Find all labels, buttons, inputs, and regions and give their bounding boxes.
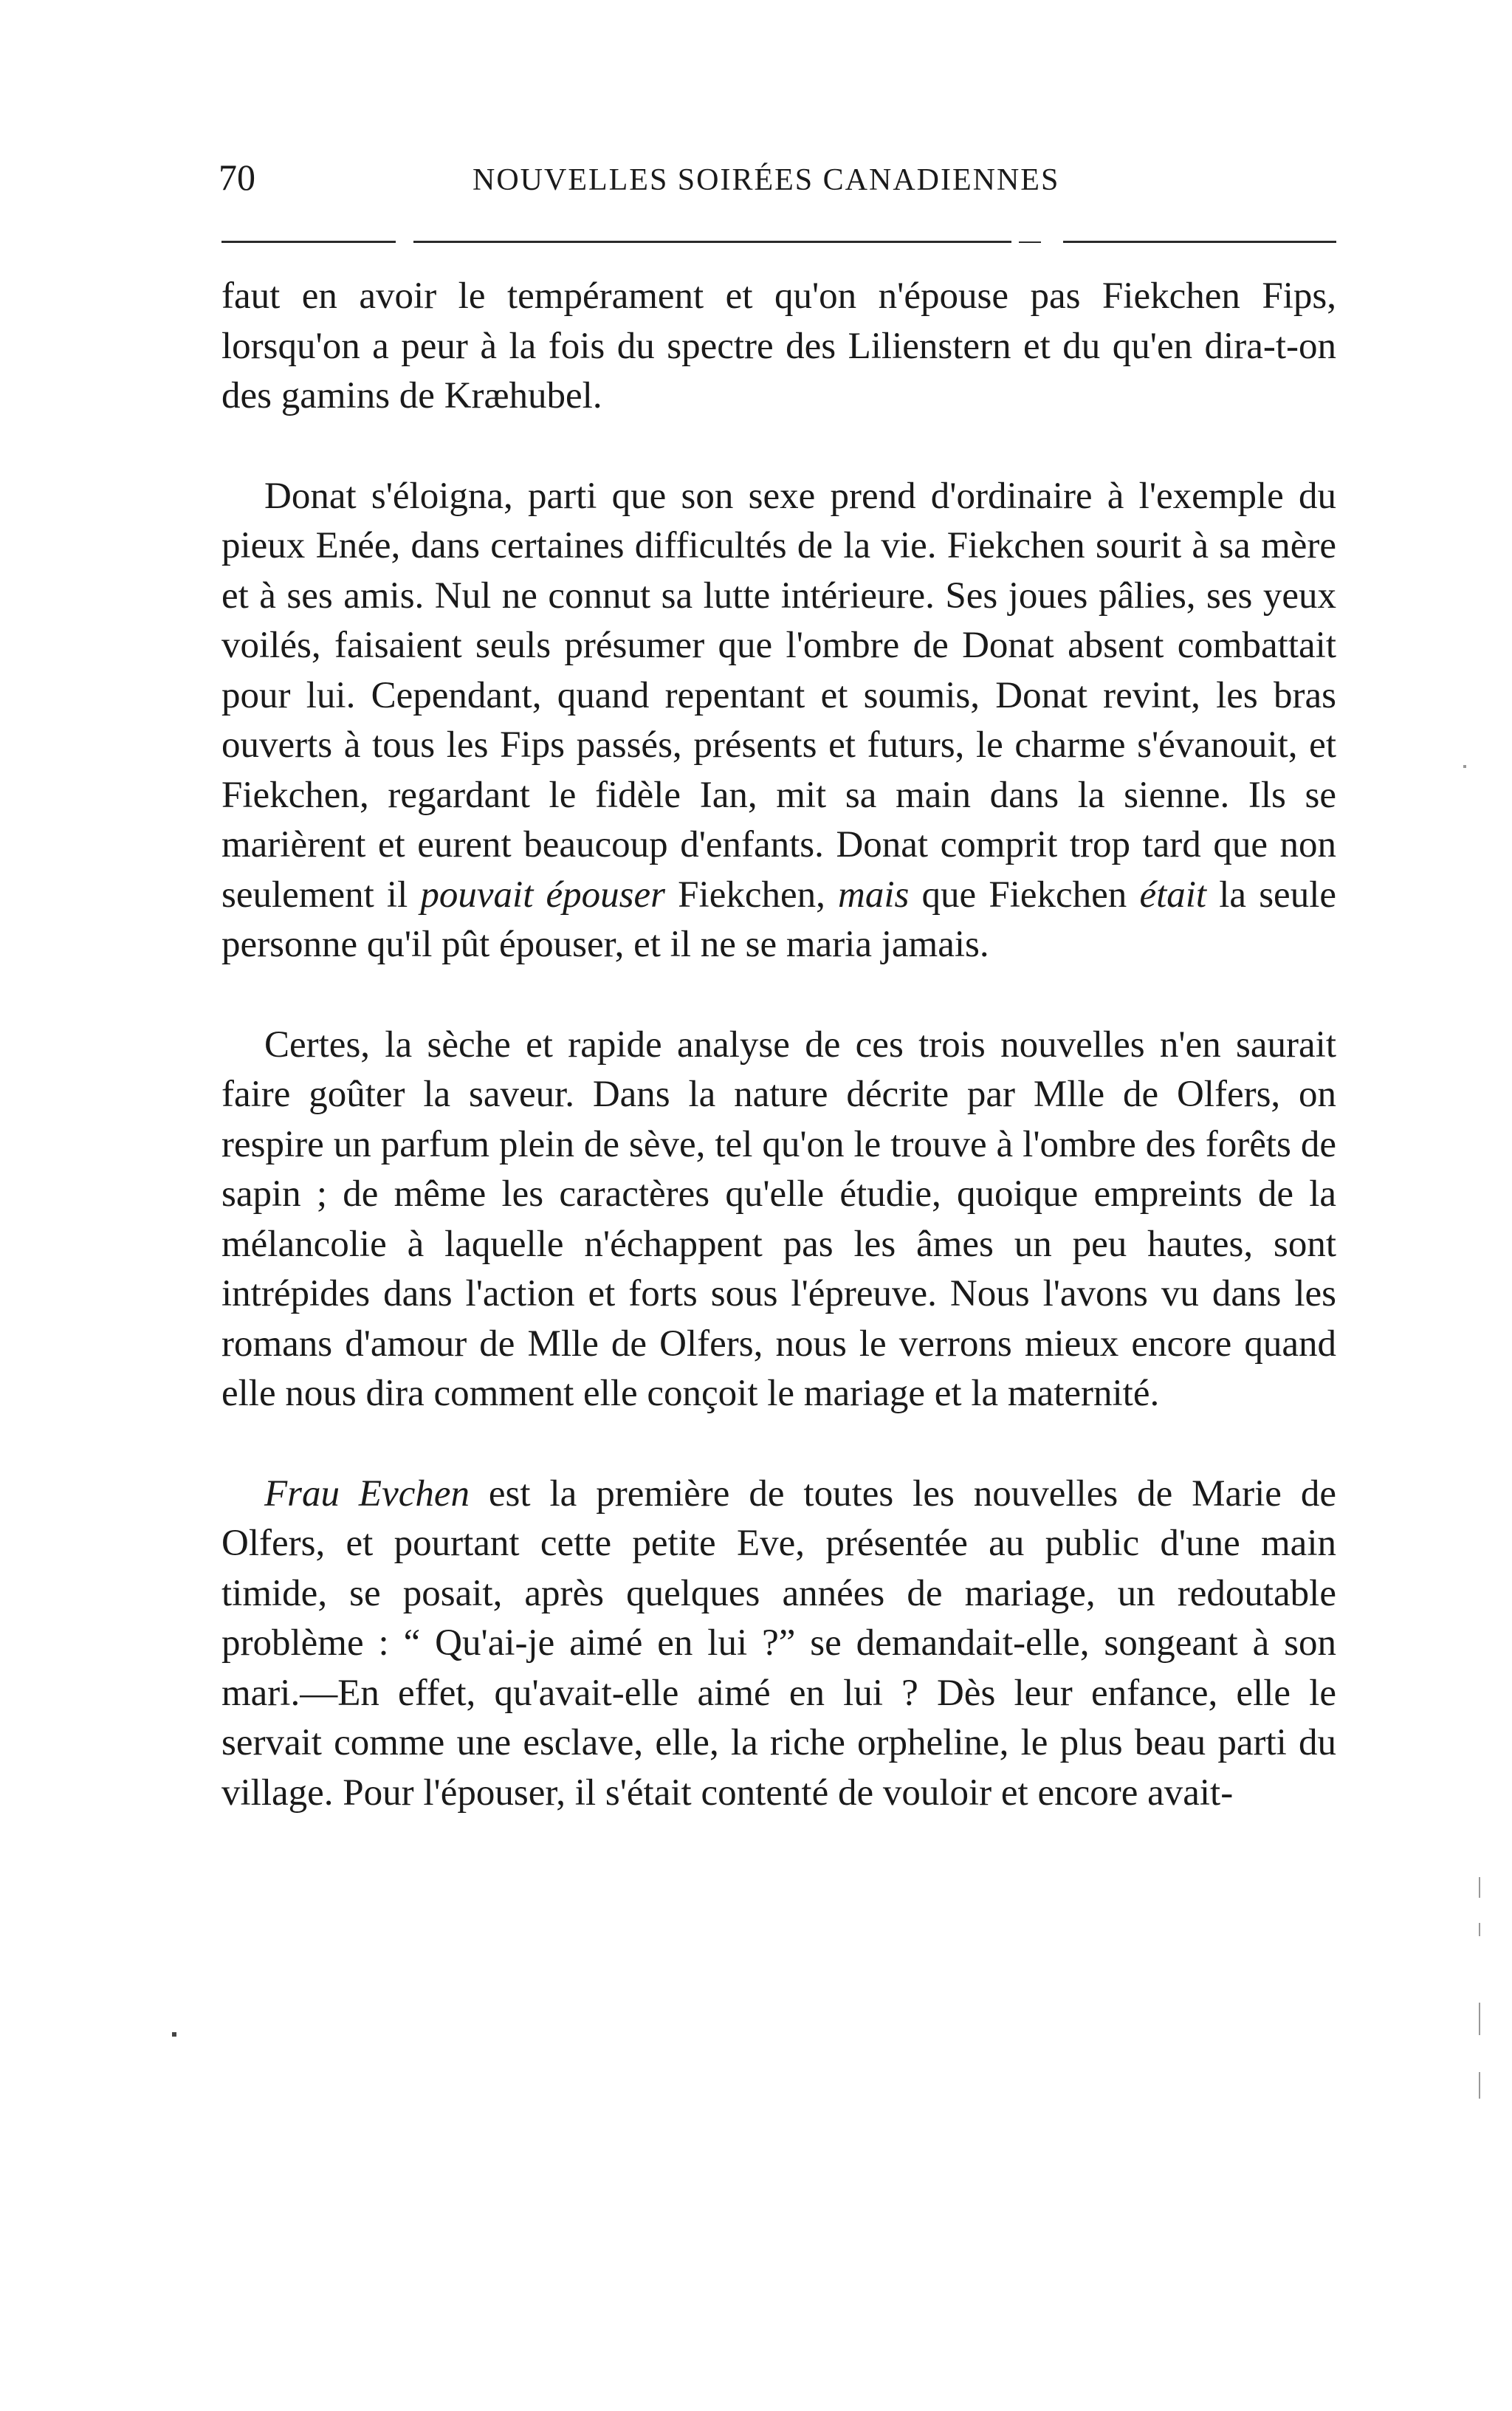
scan-speck — [1479, 1877, 1480, 1898]
paragraph — [221, 272, 1336, 422]
scan-speck — [172, 2032, 176, 2037]
paragraph-text: la seule personne qu'il pût épouser, et il ne se maria jamais. — [221, 874, 1336, 965]
paragraph — [221, 1021, 1336, 1419]
italic-text: mais — [838, 874, 910, 916]
header-rule — [1019, 241, 1041, 243]
header-rule — [413, 241, 1011, 243]
paragraph-text: Fiekchen, — [665, 874, 839, 916]
scan-speck — [1479, 1923, 1480, 1936]
header-rule — [1063, 241, 1336, 243]
paragraph-text: est la première de toutes les nouvelles de Marie de Olfers, et pourtant cette petite Eve, présentée au public d'une main timide, se posait, après quelques années de mariage, un redoutable problème : “ Qu'ai-je aimé en lui ?” se demandait-elle, songeant à son mari.—En effet, qu'avait-elle aimé en lui ? Dès leur enfance, elle le servait comme une esclave, elle, la riche orpheline, le plus beau parti du village. Pour l'épouser, il s'était contenté de vouloir et encore avait- — [221, 1472, 1336, 1814]
italic-text: pouvait épouser — [420, 874, 666, 916]
paragraph-text: Certes, la sèche et rapide analyse de ces trois nouvelles n'en saurait faire goûter la saveur. Dans la nature décrite par Mlle de Olfers, on respire un parfum plein de sève, tel qu'on le trouve à l'ombre des forêts de sapin ; de même les caractères qu'elle étudie, quoique empreints de la mélancolie à laquelle n'échappent pas les âmes un peu hautes, sont intrépides dans l'action et forts sous l'épreuve. Nous l'avons vu dans les romans d'amour de Mlle de Olfers, nous le verrons mieux encore quand elle nous dira comment elle conçoit le mariage et la maternité. — [221, 1023, 1336, 1414]
scan-speck — [1479, 2003, 1480, 2035]
paragraph — [221, 1469, 1336, 1819]
running-title: NOUVELLES SOIRÉES CANADIENNES — [472, 163, 1060, 197]
header-rule — [221, 241, 396, 243]
scan-speck — [1463, 765, 1466, 768]
italic-text: était — [1139, 874, 1207, 916]
paragraph-text: Donat s'éloigna, parti que son sexe prend d'ordinaire à l'exemple du pieux Enée, dans certaines difficultés de la vie. Fiekchen sourit à sa mère et à ses amis. Nul ne connut sa lutte intérieure. Ses joues pâlies, ses yeux voilés, faisaient seuls présumer que l'ombre de Donat absent combattait pour lui. Cependant, quand repentant et soumis, Donat revint, les bras ouverts à tous les Fips passés, présents et futurs, le charme s'évanouit, et Fiekchen, regardant le fidèle Ian, mit sa main dans la sienne. Ils se marièrent et eurent beaucoup d'enfants. Donat comprit trop tard que non seulement il — [221, 475, 1336, 916]
italic-text: Frau Evchen — [264, 1472, 470, 1515]
paragraph-text: faut en avoir le tempérament et qu'on n'épouse pas Fiekchen Fips, lorsqu'on a peur à la fois du spectre des Lilienstern et du qu'en dira-t-on des gamins de Kræhubel. — [221, 275, 1336, 416]
paragraph — [221, 472, 1336, 970]
paragraph-text: que Fiekchen — [909, 874, 1140, 916]
page-number: 70 — [219, 157, 255, 198]
body-text — [221, 272, 1336, 1818]
scan-speck — [1479, 2072, 1480, 2099]
